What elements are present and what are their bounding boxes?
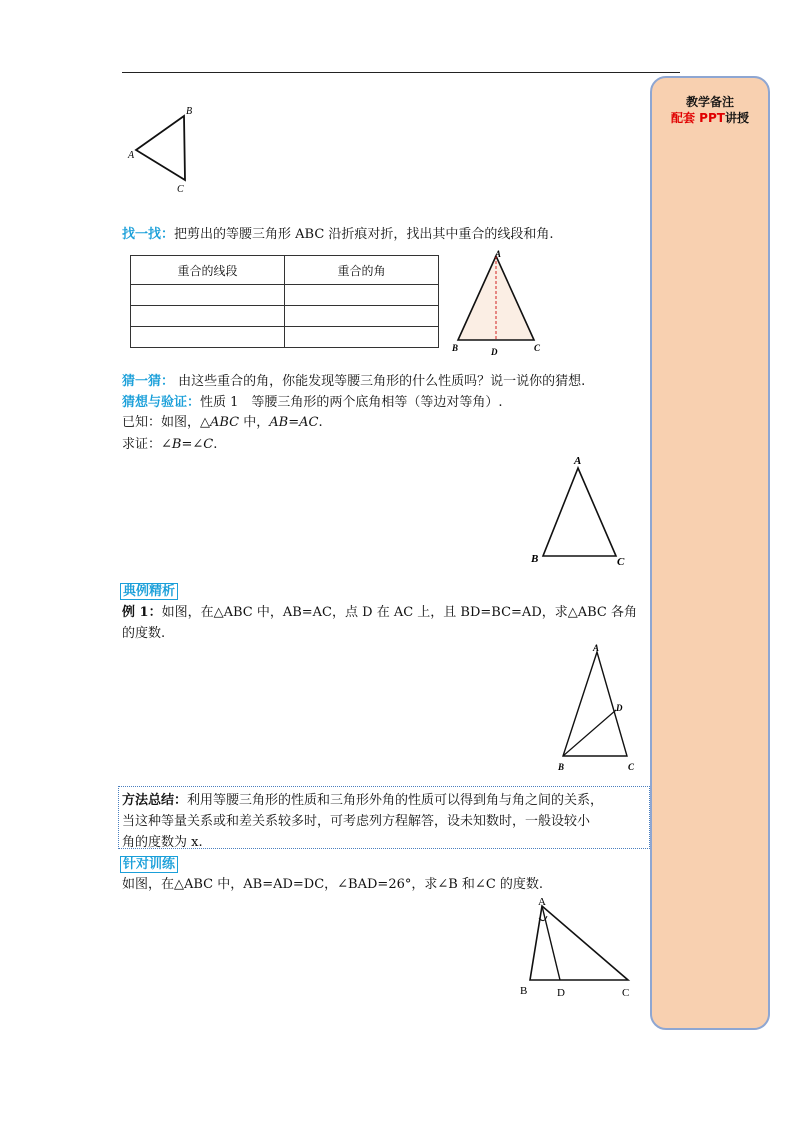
fig3-label-c: C	[617, 556, 625, 568]
table-cell	[131, 327, 285, 348]
fig1-label-a: A	[128, 150, 135, 161]
fig2-label-b: B	[452, 343, 459, 353]
given-line	[122, 414, 323, 432]
fig4-label-d: D	[616, 703, 623, 713]
guess-line	[122, 373, 585, 391]
example-section-heading	[120, 583, 178, 601]
method-line1	[122, 792, 603, 810]
table-cell	[131, 285, 285, 306]
given-equation: AB=AC	[269, 415, 319, 430]
coincide-table	[130, 255, 439, 348]
fig3-label-a: A	[574, 455, 582, 467]
prove-mid: =∠	[181, 437, 204, 452]
table-header-segments: 重合的线段	[131, 256, 285, 285]
prove-prefix: 求证：∠	[122, 437, 172, 452]
figure-triangle-1	[124, 100, 204, 200]
top-rule	[122, 72, 680, 73]
method-line2: 当这种等量关系或和差关系较多时，可考虑列方程解答，设未知数时，一般设较小	[122, 814, 591, 829]
verify-text: 性质 1 等腰三角形的两个底角相等（等边对等角）.	[200, 395, 503, 410]
given-end: .	[318, 415, 323, 430]
table-row	[131, 285, 439, 306]
figure-fold-triangle	[448, 248, 548, 360]
find-line	[122, 226, 554, 244]
fig2-label-a: A	[495, 249, 502, 259]
example-section-label: 典例精析	[120, 583, 178, 600]
fig1-label-b: B	[186, 106, 193, 117]
given-prefix: 已知：如图，△	[122, 415, 210, 430]
prove-end: .	[213, 437, 218, 452]
example1-text: 如图，在△ABC 中，AB=AC，点 D 在 AC 上，且 BD=BC=AD，求△ABC 各角	[161, 605, 637, 620]
prove-line	[122, 436, 217, 454]
fig5-label-d: D	[557, 987, 565, 999]
practice-text: 如图，在△ABC 中，AB=AD=DC，∠BAD=26°，求∠B 和∠C 的度数.	[122, 877, 544, 892]
side-panel-subtitle-rest: 讲授	[724, 111, 749, 125]
method-text-1: 利用等腰三角形的性质和三角形外角的性质可以得到角与角之间的关系，	[187, 793, 604, 808]
example1-line1	[122, 604, 637, 622]
table-header-angles: 重合的角	[285, 256, 439, 285]
find-label: 找一找：	[122, 227, 175, 242]
example1-line2: 的度数.	[122, 626, 166, 641]
fig2-label-c: C	[534, 343, 541, 353]
table-row	[131, 327, 439, 348]
figure-triangle-3	[525, 450, 635, 574]
table-cell	[131, 306, 285, 327]
fig4-label-b: B	[558, 762, 565, 772]
guess-label: 猜一猜：	[122, 374, 175, 389]
given-triangle: ABC	[210, 415, 240, 430]
practice-section-label: 针对训练	[120, 856, 178, 873]
verify-label: 猜想与验证：	[122, 395, 201, 410]
method-label: 方法总结：	[122, 793, 188, 808]
side-panel-highlight: 配套 PPT	[671, 111, 725, 125]
example1-label: 例 1：	[122, 605, 162, 620]
fig4-label-a: A	[593, 643, 600, 653]
table-cell	[285, 327, 439, 348]
prove-b: B	[171, 437, 182, 452]
fig5-label-b: B	[520, 985, 528, 997]
method-line3: 角的度数为 x.	[122, 835, 203, 850]
fig4-label-c: C	[628, 762, 635, 772]
prove-c: C	[203, 437, 214, 452]
table-cell	[285, 285, 439, 306]
fig5-label-c: C	[622, 987, 630, 999]
verify-line	[122, 394, 503, 412]
side-panel-subtitle	[652, 109, 768, 126]
table-row	[131, 306, 439, 327]
fig2-label-d: D	[491, 347, 498, 357]
find-text: 把剪出的等腰三角形 ABC 沿折痕对折，找出其中重合的线段和角.	[174, 227, 554, 242]
teaching-notes-panel	[650, 76, 770, 1030]
fig5-label-a: A	[538, 896, 546, 908]
guess-text: 由这些重合的角，你能发现等腰三角形的什么性质吗？说一说你的猜想.	[174, 374, 586, 389]
fig3-label-b: B	[531, 553, 539, 565]
practice-section-heading	[120, 856, 178, 874]
figure-triangle-5	[512, 892, 642, 1004]
given-mid: 中，	[239, 415, 270, 430]
fig1-label-c: C	[177, 184, 184, 195]
table-cell	[285, 306, 439, 327]
figure-triangle-4	[552, 640, 648, 776]
side-panel-title: 教学备注	[685, 95, 734, 109]
